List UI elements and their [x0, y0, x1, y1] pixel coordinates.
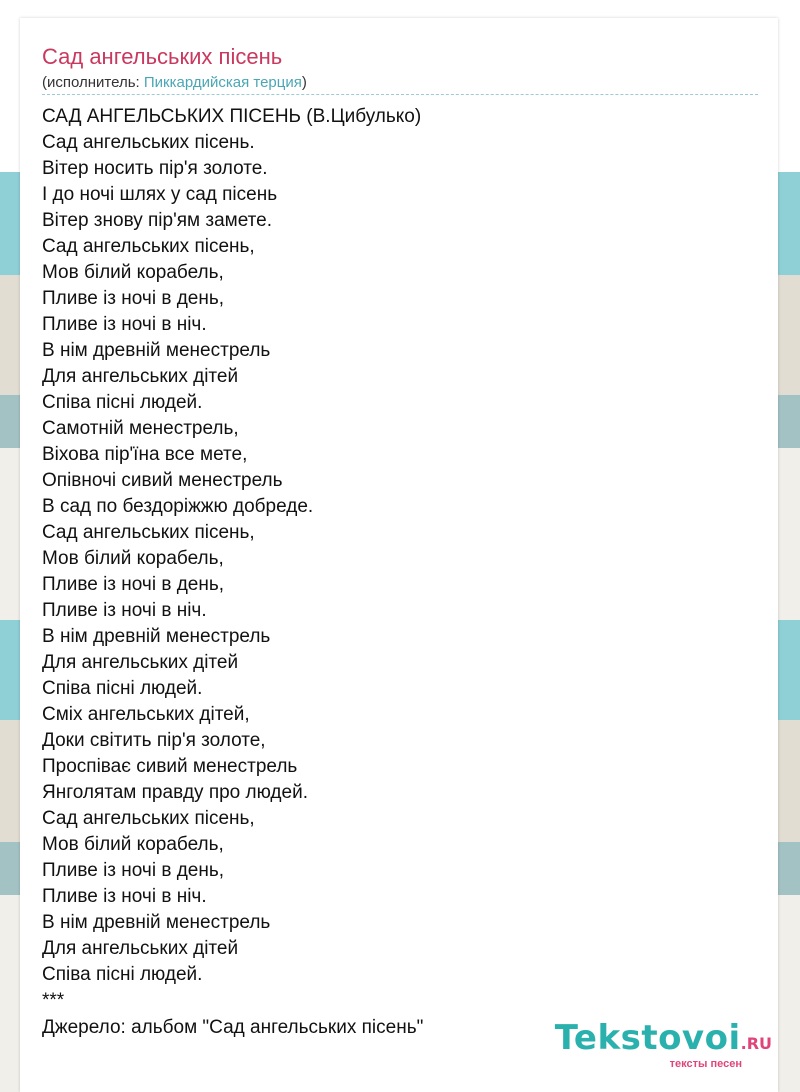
lyric-line: Вітер носить пір'я золоте.: [42, 158, 268, 179]
logo-name: Tekstovoi: [554, 1018, 741, 1058]
lyric-line: Мов білий корабель,: [42, 548, 224, 569]
performer-suffix: ): [301, 74, 307, 91]
lyric-line: Співа пісні людей.: [42, 392, 203, 413]
lyric-line: В нім древній менестрель: [42, 340, 271, 361]
lyric-line: Мов білий корабель,: [42, 262, 224, 283]
lyric-line: Сад ангельських пісень.: [42, 132, 255, 153]
logo-tagline: тексты песен: [669, 1058, 742, 1070]
lyric-line: Опівночі сивий менестрель: [42, 470, 283, 491]
lyric-line: І до ночі шлях у сад пісень: [42, 184, 278, 205]
title-divider: [42, 94, 758, 95]
lyric-line: Самотній менестрель,: [42, 418, 239, 439]
lyric-line: В нім древній менестрель: [42, 912, 271, 933]
lyric-line: Пливе із ночі в день,: [42, 288, 225, 309]
lyric-line: Сад ангельських пісень,: [42, 808, 255, 829]
lyric-line: Янголятам правду про людей.: [42, 782, 308, 803]
site-logo[interactable]: [555, 1020, 772, 1070]
lyric-line: Віхова пір'їна все мете,: [42, 444, 248, 465]
lyric-line: Мов білий корабель,: [42, 834, 224, 855]
lyric-line: Для ангельських дітей: [42, 366, 239, 387]
lyric-line: Вітер знову пір'ям замете.: [42, 210, 272, 231]
lyric-line: Для ангельських дітей: [42, 652, 239, 673]
lyric-line: Проспіває сивий менестрель: [42, 756, 298, 777]
lyric-line: Сміх ангельських дітей,: [42, 704, 250, 725]
lyric-line: Пливе із ночі в ніч.: [42, 600, 207, 621]
lyric-line: В нім древній менестрель: [42, 626, 271, 647]
lyric-line: Для ангельських дітей: [42, 938, 239, 959]
logo-tld: .RU: [740, 1034, 772, 1053]
logo-wordmark: [555, 1020, 772, 1062]
lyric-line: Пливе із ночі в день,: [42, 860, 225, 881]
lyric-line: В сад по бездоріжжю добреде.: [42, 496, 314, 517]
lyrics-card: [20, 18, 778, 1092]
lyric-line: Співа пісні людей.: [42, 678, 203, 699]
lyric-line: Сад ангельських пісень,: [42, 236, 255, 257]
performer-line: [42, 74, 307, 92]
source-line: Джерело: альбом "Сад ангельських пісень": [42, 1017, 424, 1038]
lyric-line: Пливе із ночі в день,: [42, 574, 225, 595]
song-title: Сад ангельських пісень: [42, 44, 283, 69]
performer-prefix: (исполнитель:: [42, 74, 144, 91]
lyric-line: Доки світить пір'я золоте,: [42, 730, 266, 751]
lyric-line: Співа пісні людей.: [42, 964, 203, 985]
lyric-line: Пливе із ночі в ніч.: [42, 314, 207, 335]
lyric-line: ***: [42, 990, 65, 1011]
lyric-line: САД АНГЕЛЬСЬКИХ ПІСЕНЬ (В.Цибулько): [42, 106, 422, 127]
lyrics-text: [42, 104, 421, 1014]
performer-link[interactable]: Пиккардийская терция: [143, 74, 302, 91]
lyric-line: Пливе із ночі в ніч.: [42, 886, 207, 907]
lyric-line: Сад ангельських пісень,: [42, 522, 255, 543]
